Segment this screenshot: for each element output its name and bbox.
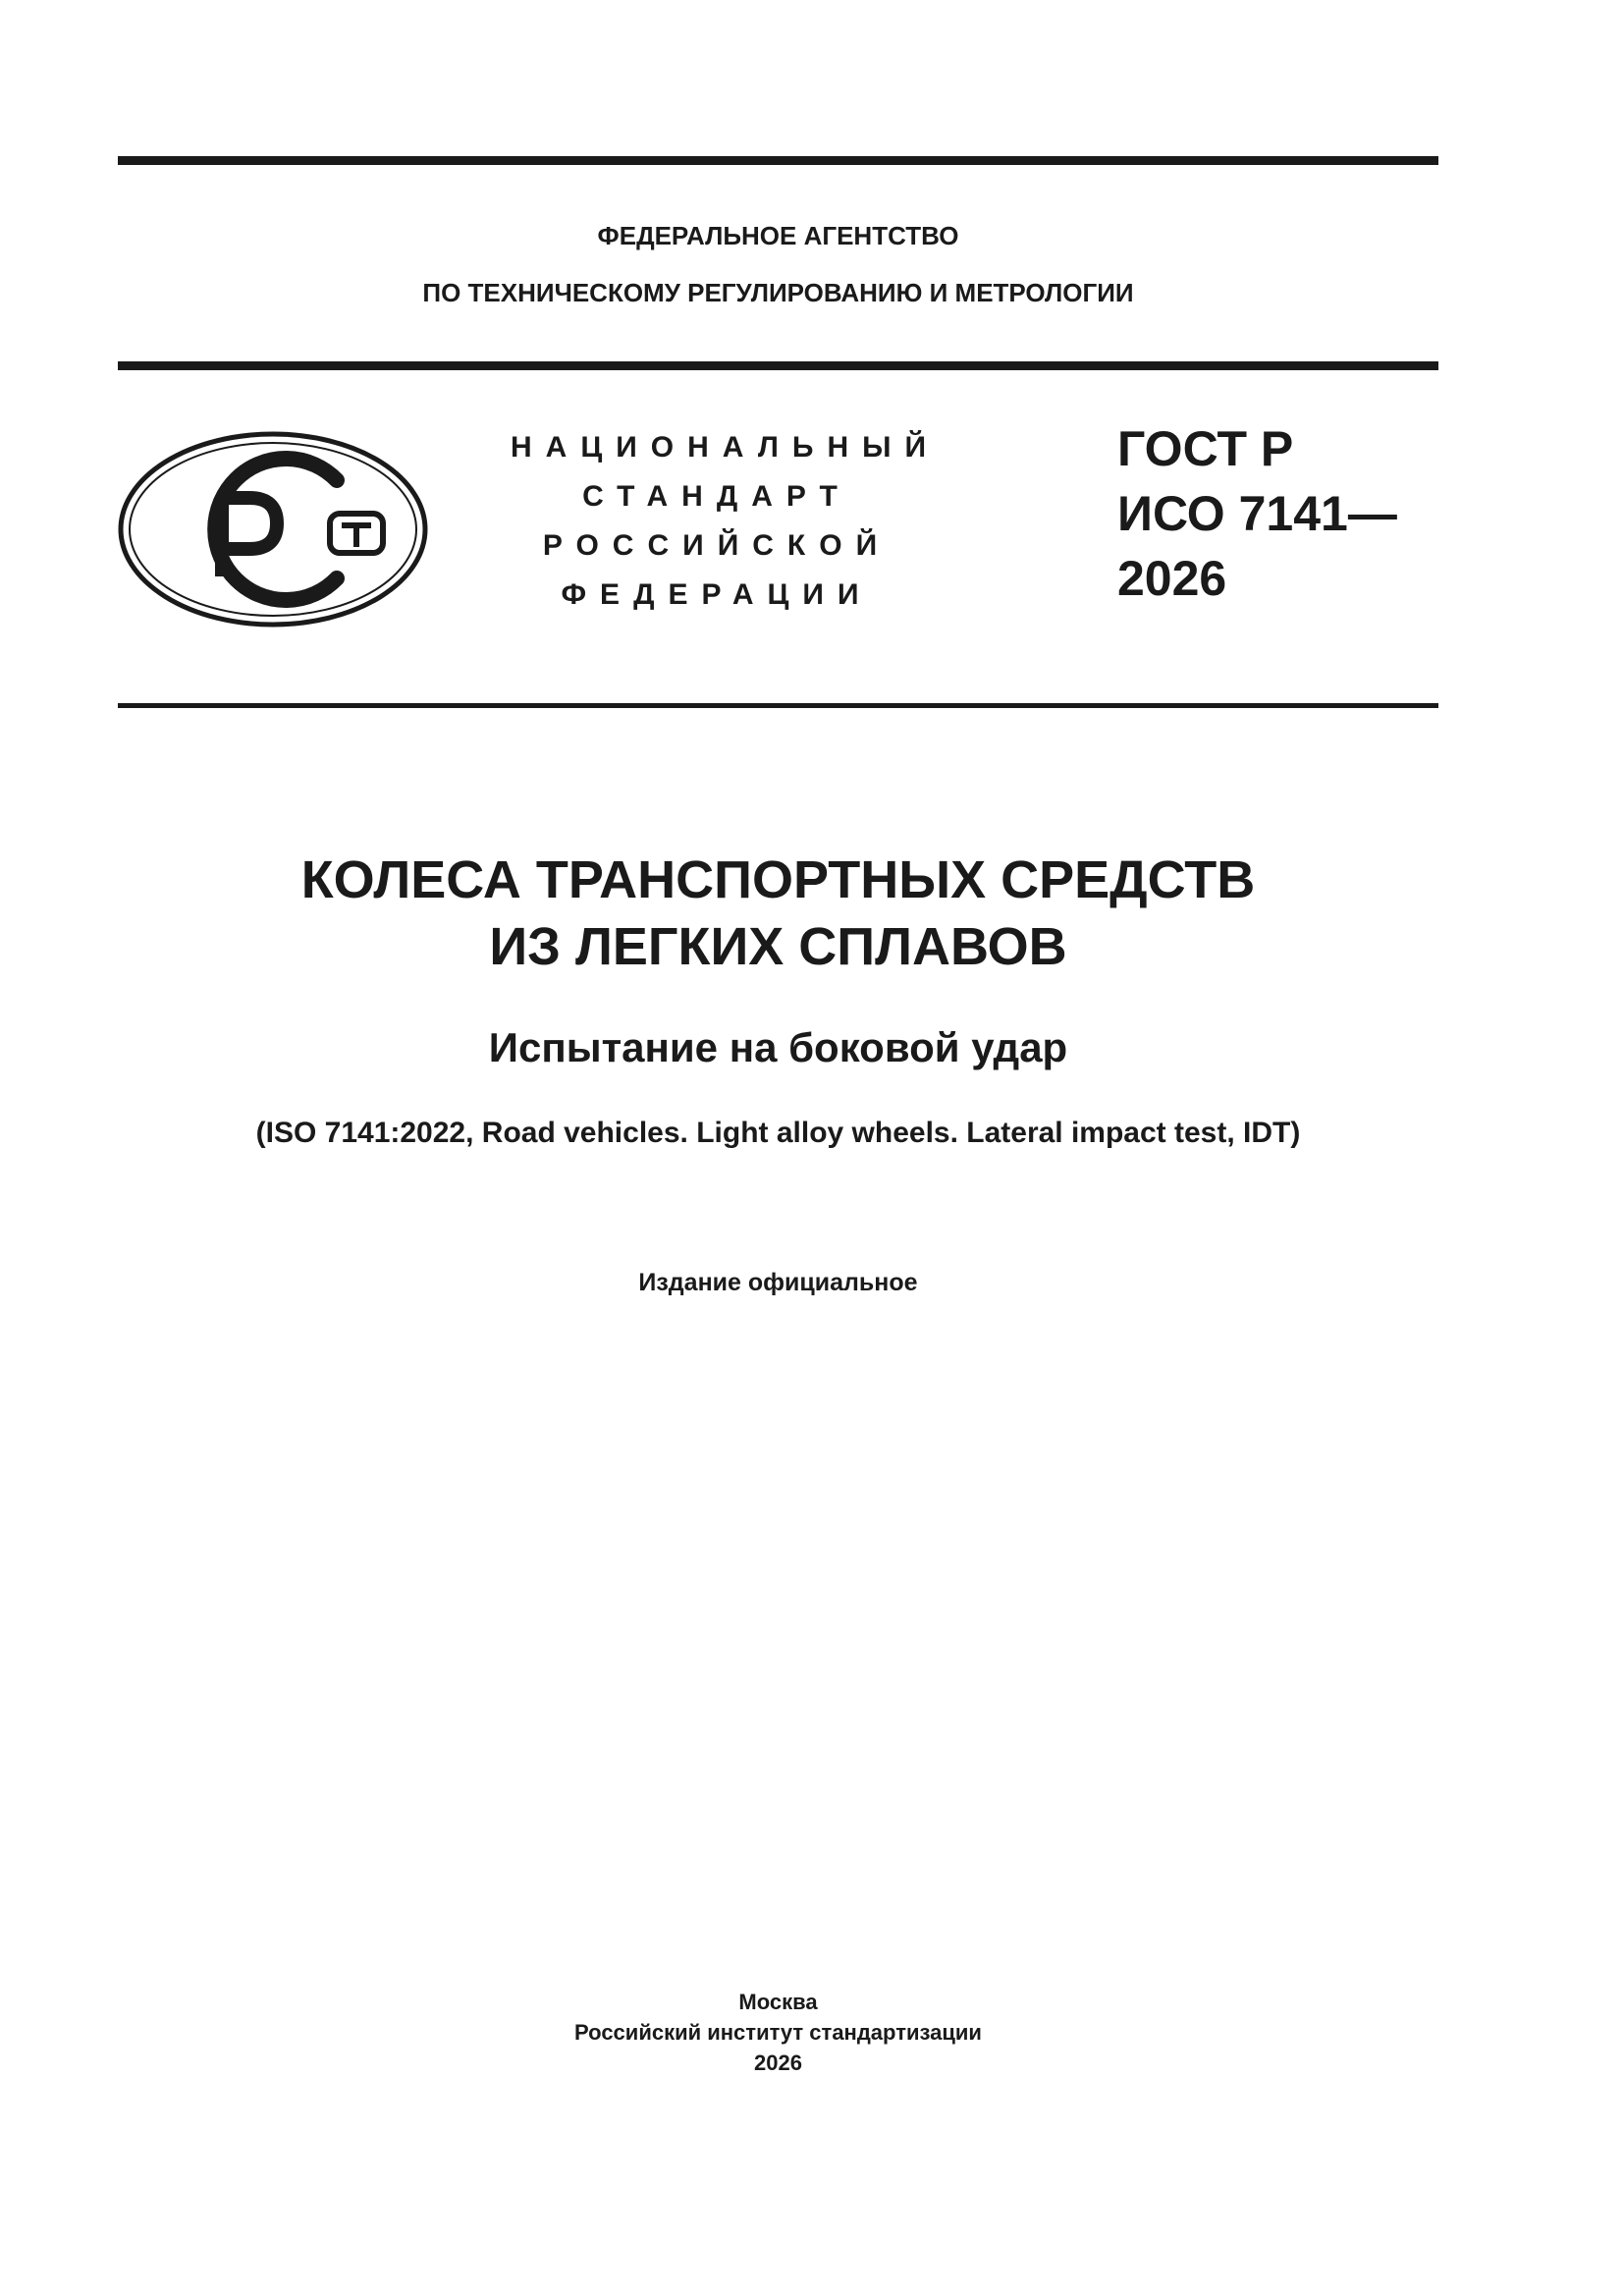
iso-reference: (ISO 7141:2022, Road vehicles. Light alloy wheels. Lateral impact test, IDT) xyxy=(255,1117,1301,1149)
title-line-2: ИЗ ЛЕГКИХ СПЛАВОВ xyxy=(489,917,1067,976)
rst-certification-mark-icon xyxy=(116,429,430,629)
designation-line-3: 2026 xyxy=(1117,551,1227,606)
standard-designation xyxy=(1117,416,1397,611)
designation-line-1: ГОСТ Р xyxy=(1117,421,1294,476)
header-bottom-rule xyxy=(118,703,1438,708)
subtitle: Испытание на боковой удар xyxy=(488,1024,1068,1070)
imprint-year: 2026 xyxy=(754,2050,802,2075)
national-standard-line-4: ФЕДЕРАЦИИ xyxy=(561,578,873,611)
edition-label: Издание официальное xyxy=(638,1269,918,1296)
designation-line-2: ИСО 7141— xyxy=(1117,486,1397,541)
title-line-1: КОЛЕСА ТРАНСПОРТНЫХ СРЕДСТВ xyxy=(300,850,1256,909)
national-standard-line-1: НАЦИОНАЛЬНЫЙ xyxy=(511,431,941,464)
agency-bottom-rule xyxy=(118,361,1438,370)
agency-line-2: ПО ТЕХНИЧЕСКОМУ РЕГУЛИРОВАНИЮ И МЕТРОЛОГИИ xyxy=(422,278,1134,307)
national-standard-line-3: РОССИЙСКОЙ xyxy=(542,529,892,562)
imprint-publisher: Российский институт стандартизации xyxy=(574,2020,982,2045)
top-rule xyxy=(118,156,1438,165)
national-standard-line-2: СТАНДАРТ xyxy=(582,480,851,513)
imprint-city: Москва xyxy=(738,1990,818,2014)
agency-line-1: ФЕДЕРАЛЬНОЕ АГЕНТСТВО xyxy=(597,221,959,250)
